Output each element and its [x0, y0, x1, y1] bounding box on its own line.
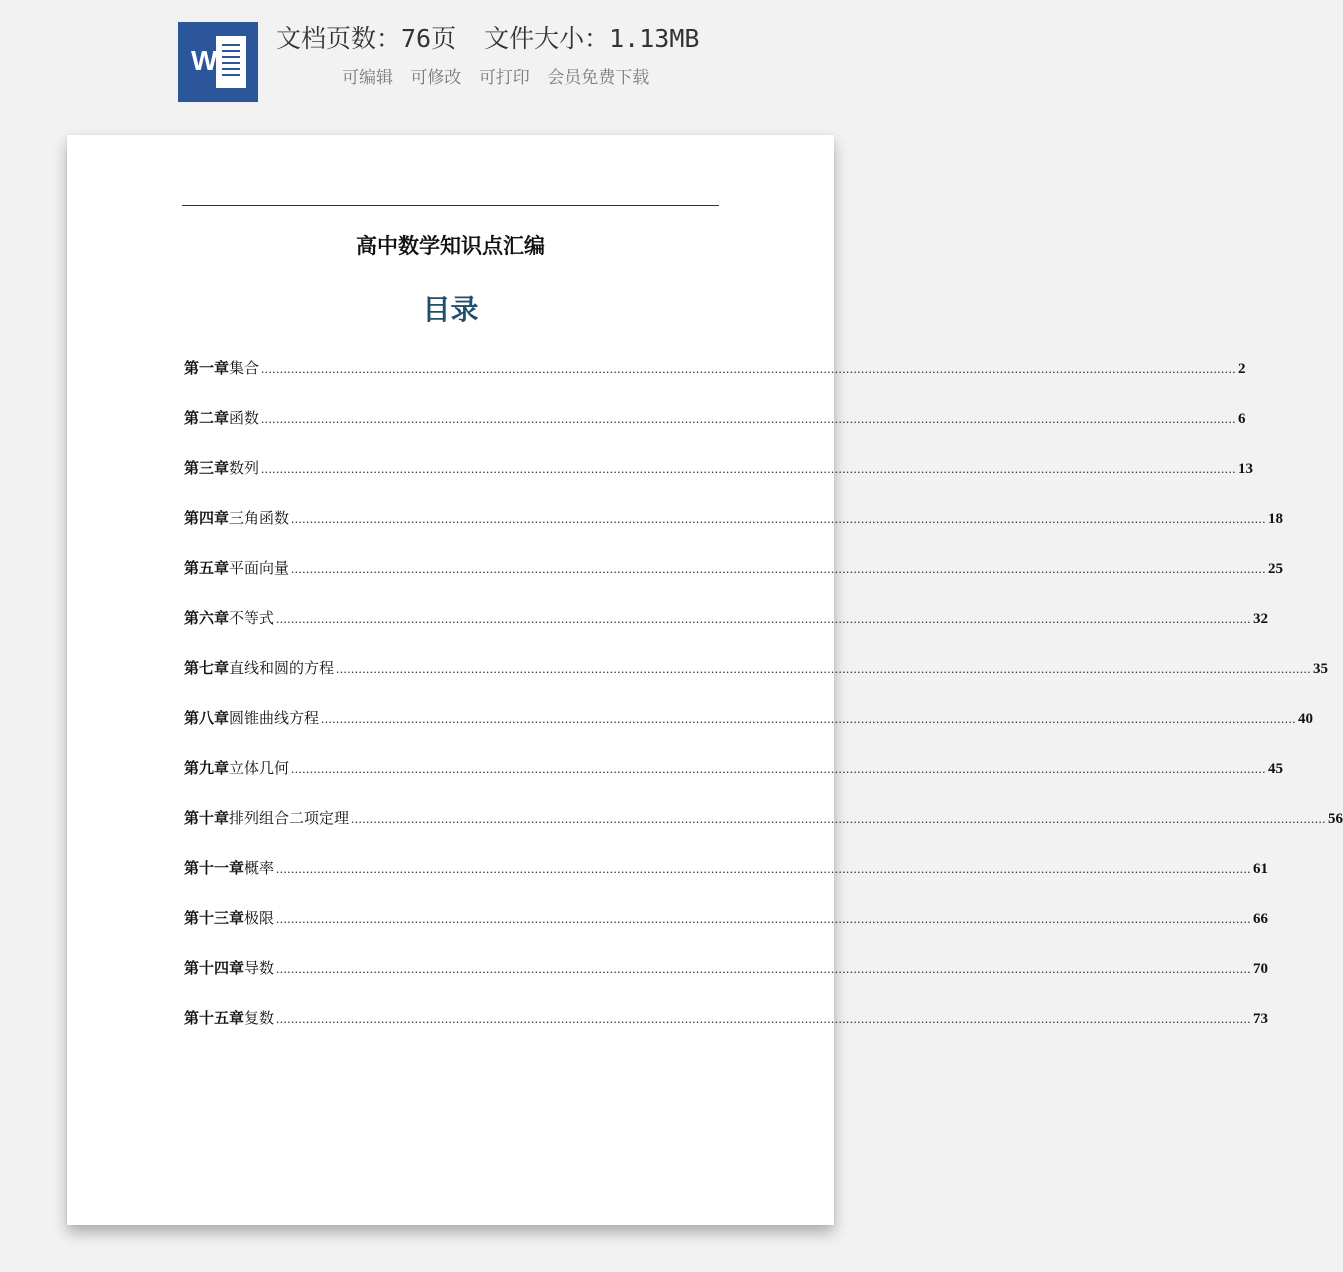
tag-printable: 可打印 [478, 68, 530, 88]
toc-leader-dots: .................................................................................................................................................................................................................................................................... [261, 461, 1237, 476]
toc-chapter-title: 三角函数 [229, 509, 290, 527]
toc-page-number: 32 [1253, 611, 1269, 627]
toc-page-number: 66 [1253, 911, 1269, 927]
toc-entry[interactable] [184, 655, 1329, 705]
toc-page-number: 56 [1328, 811, 1343, 827]
toc-entry[interactable] [184, 905, 1269, 955]
toc-chapter-number: 第十一章 [184, 859, 245, 877]
toc-entry[interactable] [184, 1005, 1269, 1055]
toc-chapter-number: 第四章 [184, 509, 230, 527]
toc-leader-dots: .................................................................................................................................................................................................................................................................... [276, 861, 1252, 876]
document-title: 高中数学知识点汇编 [356, 233, 545, 258]
toc-page-number: 73 [1253, 1011, 1269, 1027]
toc-chapter-number: 第七章 [184, 659, 230, 677]
toc-leader-dots: .................................................................................................................................................................................................................................................................... [291, 761, 1267, 776]
toc-leader-dots: .................................................................................................................................................................................................................................................................... [261, 411, 1237, 426]
toc-chapter-title: 平面向量 [229, 559, 290, 577]
toc-chapter-number: 第十三章 [184, 909, 245, 927]
toc-chapter-title: 概率 [244, 859, 275, 877]
toc-entry[interactable] [184, 555, 1284, 605]
toc-entry[interactable] [184, 505, 1284, 555]
toc-leader-dots: .................................................................................................................................................................................................................................................................... [321, 711, 1297, 726]
toc-heading: 目录 [422, 293, 479, 326]
toc-chapter-title: 复数 [244, 1009, 275, 1027]
toc-entry[interactable] [184, 805, 1343, 855]
toc-leader-dots: .................................................................................................................................................................................................................................................................... [276, 961, 1252, 976]
toc-entry[interactable] [184, 755, 1284, 805]
toc-chapter-number: 第十五章 [184, 1009, 245, 1027]
toc-page-number: 35 [1313, 661, 1329, 677]
file-size: 文件大小：1.13MB [484, 24, 700, 53]
toc-page-number: 2 [1238, 361, 1246, 377]
toc-entry[interactable] [184, 955, 1269, 1005]
toc-page-number: 18 [1268, 511, 1284, 527]
tag-modifiable: 可修改 [410, 68, 462, 88]
toc-chapter-number: 第九章 [184, 759, 230, 777]
toc-entry[interactable] [184, 455, 1254, 505]
toc-leader-dots: .................................................................................................................................................................................................................................................................... [336, 661, 1312, 676]
file-meta [276, 22, 699, 56]
toc-page-number: 25 [1268, 561, 1284, 577]
toc-chapter-number: 第八章 [184, 709, 230, 727]
toc-chapter-title: 直线和圆的方程 [229, 659, 335, 677]
word-icon-letter: W [191, 45, 218, 76]
toc-chapter-title: 极限 [244, 909, 275, 927]
toc-entry[interactable] [184, 355, 1246, 405]
toc-chapter-title: 导数 [244, 959, 275, 977]
toc-entry[interactable] [184, 605, 1269, 655]
header-rule [182, 205, 719, 206]
document-page [67, 135, 1343, 1225]
toc-leader-dots: .................................................................................................................................................................................................................................................................... [276, 1011, 1252, 1026]
toc-entry[interactable] [184, 405, 1246, 455]
toc-entry[interactable] [184, 855, 1269, 905]
table-of-contents [184, 355, 1343, 1055]
file-info-header [0, 0, 900, 120]
toc-chapter-title: 圆锥曲线方程 [229, 709, 320, 727]
feature-tags [342, 66, 661, 90]
toc-chapter-title: 立体几何 [229, 759, 290, 777]
toc-page-number: 13 [1238, 461, 1254, 477]
toc-page-number: 61 [1253, 861, 1269, 877]
word-document-icon [178, 22, 258, 102]
toc-chapter-number: 第五章 [184, 559, 230, 577]
toc-chapter-number: 第二章 [184, 409, 230, 427]
toc-page-number: 40 [1298, 711, 1314, 727]
toc-leader-dots: .................................................................................................................................................................................................................................................................... [291, 511, 1267, 526]
toc-chapter-number: 第六章 [184, 609, 230, 627]
toc-chapter-title: 排列组合二项定理 [229, 809, 350, 827]
toc-leader-dots: .................................................................................................................................................................................................................................................................... [351, 811, 1327, 826]
toc-chapter-title: 函数 [229, 409, 260, 427]
toc-leader-dots: .................................................................................................................................................................................................................................................................... [261, 361, 1237, 376]
toc-entry[interactable] [184, 705, 1314, 755]
toc-chapter-number: 第三章 [184, 459, 230, 477]
toc-chapter-number: 第十四章 [184, 959, 245, 977]
toc-chapter-title: 数列 [229, 459, 260, 477]
toc-leader-dots: .................................................................................................................................................................................................................................................................... [276, 911, 1252, 926]
tag-editable: 可编辑 [342, 68, 393, 88]
toc-leader-dots: .................................................................................................................................................................................................................................................................... [276, 611, 1252, 626]
toc-chapter-title: 不等式 [229, 609, 275, 627]
toc-page-number: 6 [1238, 411, 1246, 427]
page-count: 文档页数：76页 [276, 24, 457, 53]
toc-page-number: 45 [1268, 761, 1284, 777]
tag-member-download: 会员免费下载 [547, 68, 650, 88]
toc-chapter-number: 第一章 [184, 359, 230, 377]
toc-page-number: 70 [1253, 961, 1269, 977]
toc-chapter-number: 第十章 [184, 809, 230, 827]
toc-chapter-title: 集合 [229, 359, 260, 377]
toc-leader-dots: .................................................................................................................................................................................................................................................................... [291, 561, 1267, 576]
